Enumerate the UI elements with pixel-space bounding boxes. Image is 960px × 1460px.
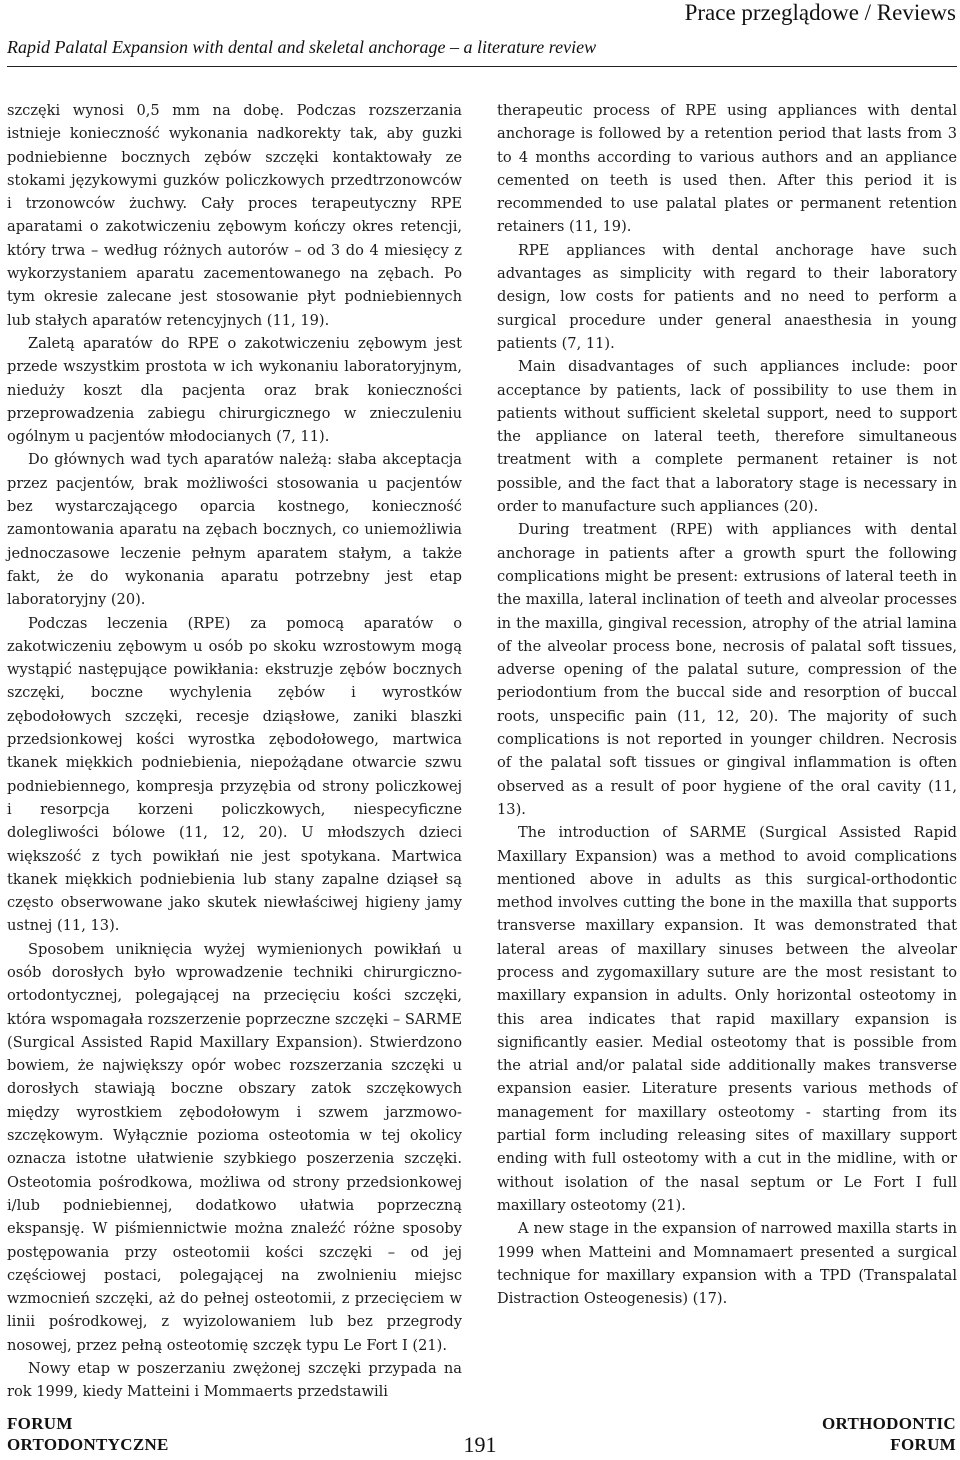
footer-journal-name-en [822, 1413, 956, 1455]
footer-pl-line1: FORUM [7, 1414, 73, 1433]
english-text-column [497, 99, 957, 1310]
paragraph-pl-2: Zaletą aparatów do RPE o zakotwiczeniu zębowym jest przede wszystkim prostota w ich wykonaniu laboratoryjnym, niedużу koszt dla pacjenta oraz brak konieczności przeprowadzenia zabiegu chirurgicznego w znieczuleniu ogólnym u pacjentów młodocianych (7, 11). [7, 334, 462, 446]
paragraph-en-1: therapeutic process of RPE using appliances with dental anchorage is followed by a retention period that lasts from 3 to 4 months according to various authors and an appliance cemented on teeth is used then. After this period it is recommended to use palatal plates or permanent retention retainers (11, 19). [497, 102, 957, 236]
paragraph-en-3: Main disadvantages of such appliances include: poor acceptance by patients, lack of possibility to use them in patients without sufficient skeletal support, need to support the appliance on lateral teeth, therefore simultaneous treatment with a complete permanent retainer is not possible, and the fact that a laboratory stage is necessary in order to manufacture such appliances (20). [497, 358, 957, 516]
journal-section-label: Prace przeglądowe / Reviews [684, 0, 956, 25]
paragraph-en-6: A new stage in the expansion of narrowed maxilla starts in 1999 when Matteini and Momnamaert presented a surgical technique for maxillary expansion with a TPD (Transpalatal Distraction Osteogenesis) (17). [497, 1220, 957, 1308]
paragraph-pl-6: Nowy etap w poszerzaniu zwężonej szczęki przypada na rok 1999, kiedy Matteini i Mommaerts przedstawili [7, 1360, 462, 1401]
header-divider [7, 66, 957, 67]
paragraph-pl-1: szczęki wynosi 0,5 mm na dobę. Podczas rozszerzania istnieje konieczność wykonania nadkorekty tak, aby guzki podniebienne bocznych zębów szczęki kontaktowały ze stokami językowymi guzków policzkowych przedtrzonowców i trzonowców żuchwy. Cały proces terapeutyczny RPE aparatami o zakotwiczeniu zębowym kończy okres retencji, który trwa – według różnych autorów – od 3 do 4 miesięcy z wykorzystaniem aparatu zacementowanego na zębach. Po tym okresie zalecane jest stosowanie płyt podniebiennych lub stałych aparatów retencyjnych (11, 19). [7, 102, 462, 329]
paragraph-en-4: During treatment (RPE) with appliances with dental anchorage in patients after a growth spurt the following complications might be present: extrusions of lateral teeth in the maxilla, lateral inclination of teeth and alveolar processes in the maxilla, gingival recession, atrophy of the atrial lamina of the alveolar process bone, necrosis of palatal soft tissues, adverse opening of the palatal suture, compression of the periodontium from the buccal side and resorption of buccal roots, unspecific pain (11, 12, 20). The majority of such complications is not reported in younger children. Necrosis of the palatal soft tissues or gingival inflammation is often observed as a result of poor hygiene of the oral cavity (11, 13). [497, 521, 957, 818]
paragraph-pl-3: Do głównych wad tych aparatów należą: słaba akceptacja przez pacjentów, brak możliwości stosowania u pacjentów bez wystarczającego oparcia kostnego, konieczność zamontowania aparatu na zębach bocznych, co uniemożliwia jednoczasowe leczenie pełnym aparatem stałym, a także fakt, że do wykonania aparatu potrzebny jest etap laboratoryjny (20). [7, 451, 462, 609]
footer-en-line2: FORUM [890, 1435, 956, 1454]
paragraph-pl-4: Podczas leczenia (RPE) za pomocą aparatów o zakotwiczeniu zębowym u osób po skoku wzrostowym mogą wystąpić następujące powikłania: ekstruzje zębów bocznych szczęki, boczne wychylenia zębów i wyrostków zębodołowych szczęki, recesje dziąsłowe, zaniki blaszki przedsionkowej kości wyrostka zębodołowego, martwica tkanek miękkich podniebienia, niepożądane otwarcie szwu podniebiennego, kompresja przyzębia od strony policzkowej i resorpcja korzeni policzkowych, niespecyficzne dolegliwości bólowe (11, 12, 20). U młodszych dzieci większość z tych powikłań nie jest spotykana. Martwica tkanek miękkich podniebienia lub stany zapalne dziąseł są często obserwowane jako skutek niewłaściwej higieny jamy ustnej (11, 13). [7, 614, 462, 935]
polish-text-column [7, 99, 462, 1404]
footer-en-line1: ORTHODONTIC [822, 1414, 956, 1433]
page-number: 191 [463, 1432, 497, 1457]
footer-pl-line2: ORTODONTYCZNE [7, 1435, 169, 1454]
paragraph-en-5: The introduction of SARME (Surgical Assisted Rapid Maxillary Expansion) was a method to avoid complications mentioned above in adults as this surgical-orthodontic method involves cutting the bone in the maxilla that supports transverse maxillary expansion. It was demonstrated that lateral areas of maxillary sinuses between the alveolar process and zygomaxillary suture are the most resistant to maxillary expansion in adults. Only horizontal osteotomy in this area indicates that rapid maxillary expansion is significantly easier. Medial osteotomy that is possible from the atrial and/or palatal side additionally makes transverse expansion easier. Literature presents various methods of management for maxillary osteotomy - starting from its partial form including releasing sites of maxillary support ending with full osteotomy with a cut in the midline, with or without isolation of the nasal septum or Le Fort I full maxillary osteotomy (21). [497, 824, 957, 1214]
running-title: Rapid Palatal Expansion with dental and skeletal anchorage – a literature review [7, 37, 597, 57]
paragraph-pl-5: Sposobem uniknięcia wyżej wymienionych powikłań u osób dorosłych było wprowadzenie techniki chirurgiczno-ortodontycznej, polegającej na przecięciu kości szczęki, która wspomagała rozszerzenie poprzeczne szczęki – SARME (Surgical Assisted Rapid Maxillary Expansion). Stwierdzono bowiem, że największy opór wobec rozszerzania szczęki u dorosłych stawiają boczne obszary zatok szczękowych między wyrostkiem zębodołowym i szwem jarzmowo-szczękowym. Wyłącznie pozioma osteotomia w tej okolicy oznacza istotne ułatwienie szybkiego poszerzenia szczęki. Osteotomia pośrodkowa, możliwa od strony przedsionkowej i/lub podniebiennej, dodatkowo ułatwia poprzeczną ekspansję. W piśmiennictwie można znaleźć różne sposoby postępowania przy osteotomii kości szczęki – od jej częściowej postaci, polegającej na zwolnieniu miejsc wzmocnień szczęki, aż do pełnej osteotomii, z przecięciem w linii pośrodkowej, z wyizolowaniem lub bez przegrody nosowej, przez pełną osteotomię szczęk typu Le Fort I (21). [7, 940, 462, 1354]
paragraph-en-2: RPE appliances with dental anchorage have such advantages as simplicity with regard to their laboratory design, low costs for patients and no need to perform a surgical procedure under general anaesthesia in young patients (7, 11). [497, 241, 957, 352]
